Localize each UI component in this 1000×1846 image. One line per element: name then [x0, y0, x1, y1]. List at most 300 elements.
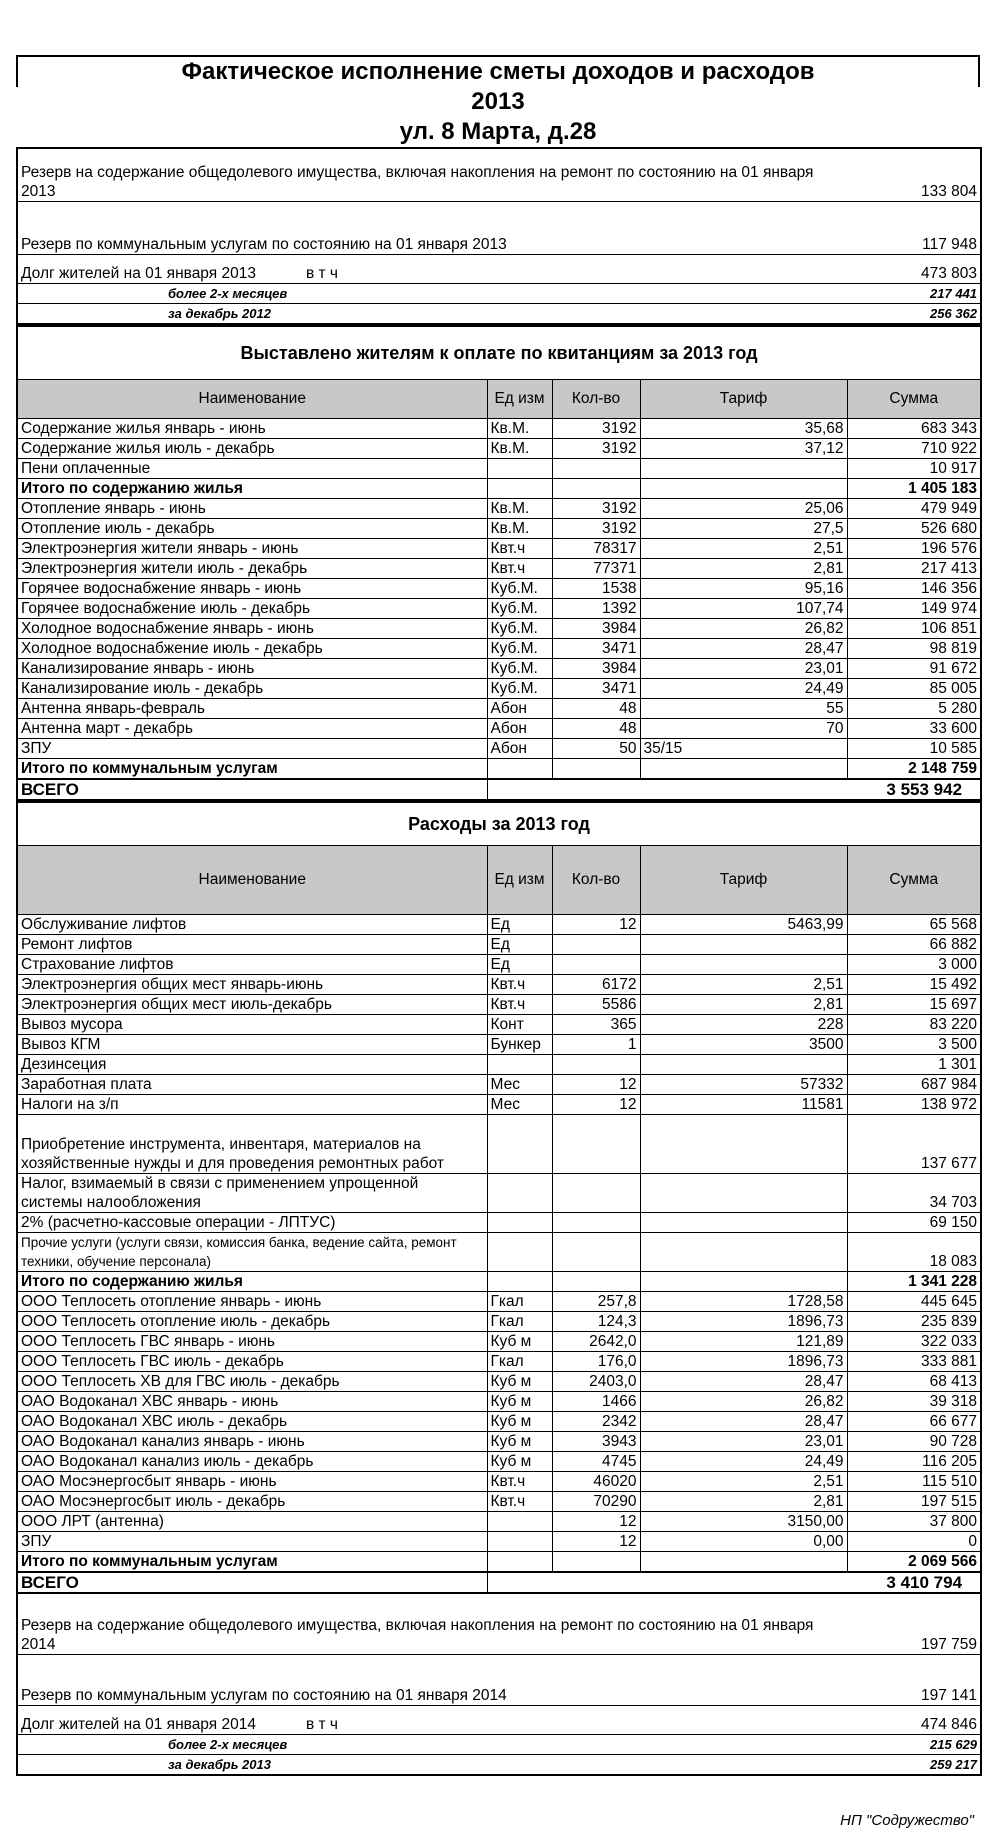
row-sum: 1 405 183	[847, 479, 981, 499]
row-sum: 526 680	[847, 519, 981, 539]
row-tariff: 107,74	[640, 599, 847, 619]
row-sum: 2 069 566	[847, 1552, 981, 1573]
table-row	[17, 1075, 981, 1095]
row-sum: 445 645	[847, 1292, 981, 1312]
row-name: ЗПУ	[17, 1532, 487, 1552]
row-name: Канализирование июль - декабрь	[17, 679, 487, 699]
row-unit	[487, 1532, 552, 1552]
table-row	[17, 439, 981, 459]
table-row	[17, 935, 981, 955]
row-name: Электроэнергия жители январь - июнь	[17, 539, 487, 559]
row-sum: 66 882	[847, 935, 981, 955]
table-row	[17, 1213, 981, 1233]
row-tariff: 35,68	[640, 419, 847, 439]
row-sum: 18 083	[847, 1233, 981, 1272]
row-unit: Квт.ч	[487, 975, 552, 995]
table-row	[17, 1452, 981, 1472]
row-name: Налоги на з/п	[17, 1095, 487, 1115]
row-unit: Куб.М.	[487, 659, 552, 679]
row-name: Прочие услуги (услуги связи, комиссия банка, ведение сайта, ремонт техники, обучение персонала)	[17, 1233, 487, 1272]
row-unit: Абон	[487, 739, 552, 759]
row-sum: 683 343	[847, 419, 981, 439]
opening-reserve-property-value: 133 804	[921, 183, 978, 200]
row-tariff: 27,5	[640, 519, 847, 539]
row-tariff: 1896,73	[640, 1352, 847, 1372]
opening-debt-dec-value: 256 362	[930, 306, 978, 321]
table-row	[17, 1095, 981, 1115]
row-name: Вывоз мусора	[17, 1015, 487, 1035]
opening-reserve-utilities-label: Резерв по коммунальным услугам по состоянию на 01 января 2013	[21, 236, 507, 253]
table-row	[17, 639, 981, 659]
expenses-header-tariff: Тариф	[640, 846, 847, 915]
report-title: Фактическое исполнение сметы доходов и расходов	[181, 58, 815, 85]
row-unit: Кв.М.	[487, 499, 552, 519]
opening-debt-dec-label: за декабрь 2012	[168, 306, 271, 321]
row-name: ОАО Водоканал канализ январь - июнь	[17, 1432, 487, 1452]
table-row	[17, 519, 981, 539]
row-tariff	[640, 1055, 847, 1075]
row-unit	[487, 479, 552, 499]
row-qty: 3192	[552, 519, 640, 539]
row-sum: 333 881	[847, 1352, 981, 1372]
row-name: ОАО Водоканал ХВС январь - июнь	[17, 1392, 487, 1412]
row-tariff: 5463,99	[640, 915, 847, 935]
table-row	[17, 1035, 981, 1055]
table-row	[17, 1055, 981, 1075]
table-row	[17, 995, 981, 1015]
row-sum: 116 205	[847, 1452, 981, 1472]
row-unit	[487, 1552, 552, 1573]
expenses-section-title: Расходы за 2013 год	[408, 814, 590, 834]
income-header-qty: Кол-во	[552, 380, 640, 419]
row-name: Итого по коммунальным услугам	[17, 1552, 487, 1573]
row-tariff: 228	[640, 1015, 847, 1035]
row-qty: 6172	[552, 975, 640, 995]
row-qty: 1538	[552, 579, 640, 599]
row-qty: 5586	[552, 995, 640, 1015]
row-sum: 15 697	[847, 995, 981, 1015]
expenses-total-label: ВСЕГО	[17, 1572, 487, 1593]
row-tariff: 95,16	[640, 579, 847, 599]
table-row	[17, 915, 981, 935]
row-unit	[487, 759, 552, 780]
row-qty: 365	[552, 1015, 640, 1035]
row-qty: 124,3	[552, 1312, 640, 1332]
row-tariff	[640, 1213, 847, 1233]
row-unit: Квт.ч	[487, 1472, 552, 1492]
row-qty: 3471	[552, 679, 640, 699]
opening-reserve-property-label: Резерв на содержание общедолевого имущества, включая накопления на ремонт по состоянию на 01 января 2013	[21, 164, 814, 200]
row-qty: 48	[552, 699, 640, 719]
row-unit: Кв.М.	[487, 419, 552, 439]
table-row	[17, 1412, 981, 1432]
row-sum: 90 728	[847, 1432, 981, 1452]
row-tariff: 37,12	[640, 439, 847, 459]
row-sum: 68 413	[847, 1372, 981, 1392]
row-name: Пени оплаченные	[17, 459, 487, 479]
row-sum: 66 677	[847, 1412, 981, 1432]
table-row	[17, 1372, 981, 1392]
row-qty: 1466	[552, 1392, 640, 1412]
opening-reserve-utilities-value: 117 948	[922, 236, 978, 253]
row-qty: 12	[552, 1075, 640, 1095]
row-unit	[487, 1115, 552, 1174]
expenses-header-unit: Ед изм	[487, 846, 552, 915]
row-qty: 2342	[552, 1412, 640, 1432]
table-row	[17, 975, 981, 995]
row-name: Обслуживание лифтов	[17, 915, 487, 935]
row-tariff: 57332	[640, 1075, 847, 1095]
row-unit: Куб м	[487, 1452, 552, 1472]
row-tariff	[640, 955, 847, 975]
row-qty	[552, 1272, 640, 1292]
row-tariff: 25,06	[640, 499, 847, 519]
row-name: ОАО Мосэнергосбыт июль - декабрь	[17, 1492, 487, 1512]
row-tariff: 35/15	[640, 739, 847, 759]
table-row	[17, 1432, 981, 1452]
closing-debt-dec-label: за декабрь 2013	[168, 1757, 271, 1772]
row-tariff: 0,00	[640, 1532, 847, 1552]
expenses-header-row	[17, 846, 981, 915]
row-unit: Ед	[487, 915, 552, 935]
row-qty: 3984	[552, 619, 640, 639]
row-tariff	[640, 459, 847, 479]
table-row	[17, 1532, 981, 1552]
row-qty: 12	[552, 915, 640, 935]
row-qty	[552, 1552, 640, 1573]
row-unit: Абон	[487, 719, 552, 739]
income-total-label: ВСЕГО	[17, 779, 487, 800]
row-unit: Куб.М.	[487, 619, 552, 639]
row-unit: Квт.ч	[487, 995, 552, 1015]
table-row	[17, 1392, 981, 1412]
report-sheet	[16, 55, 980, 1776]
row-tariff: 11581	[640, 1095, 847, 1115]
table-row	[17, 759, 981, 780]
row-tariff: 3500	[640, 1035, 847, 1055]
report-address: ул. 8 Марта, д.28	[399, 118, 597, 145]
row-sum: 196 576	[847, 539, 981, 559]
row-qty	[552, 1115, 640, 1174]
report-year: 2013	[471, 88, 525, 115]
income-section-title: Выставлено жителям к оплате по квитанциям за 2013 год	[240, 343, 758, 363]
row-name: ОАО Мосэнергосбыт январь - июнь	[17, 1472, 487, 1492]
row-tariff: 24,49	[640, 679, 847, 699]
row-sum: 37 800	[847, 1512, 981, 1532]
row-name: Налог, взимаемый в связи с применением упрощенной системы налообложения	[17, 1174, 487, 1213]
row-qty	[552, 1174, 640, 1213]
row-sum: 1 301	[847, 1055, 981, 1075]
row-name: ОАО Водоканал канализ июль - декабрь	[17, 1452, 487, 1472]
row-sum: 85 005	[847, 679, 981, 699]
opening-debt-value: 473 803	[921, 265, 978, 282]
row-qty: 2642,0	[552, 1332, 640, 1352]
row-unit: Квт.ч	[487, 1492, 552, 1512]
row-qty: 12	[552, 1095, 640, 1115]
row-qty: 176,0	[552, 1352, 640, 1372]
row-qty: 3943	[552, 1432, 640, 1452]
row-sum: 146 356	[847, 579, 981, 599]
row-tariff: 23,01	[640, 1432, 847, 1452]
row-qty: 50	[552, 739, 640, 759]
row-sum: 322 033	[847, 1332, 981, 1352]
row-unit: Куб.М.	[487, 579, 552, 599]
table-row	[17, 459, 981, 479]
closing-reserve-utilities-label: Резерв по коммунальным услугам по состоянию на 01 января 2014	[21, 1687, 507, 1704]
row-tariff: 121,89	[640, 1332, 847, 1352]
opening-debt-label: Долг жителей на 01 января 2013 в т ч	[21, 265, 338, 282]
row-sum: 91 672	[847, 659, 981, 679]
row-unit: Кв.М.	[487, 439, 552, 459]
row-name: Электроэнергия общих мест июль-декабрь	[17, 995, 487, 1015]
row-qty: 78317	[552, 539, 640, 559]
table-row	[17, 1312, 981, 1332]
table-row	[17, 559, 981, 579]
row-name: Страхование лифтов	[17, 955, 487, 975]
row-unit	[487, 1512, 552, 1532]
row-tariff: 26,82	[640, 619, 847, 639]
row-tariff: 3150,00	[640, 1512, 847, 1532]
row-sum: 0	[847, 1532, 981, 1552]
row-unit: Куб м	[487, 1432, 552, 1452]
table-row	[17, 739, 981, 759]
table-row	[17, 599, 981, 619]
row-tariff: 24,49	[640, 1452, 847, 1472]
row-name: Канализирование январь - июнь	[17, 659, 487, 679]
row-sum: 65 568	[847, 915, 981, 935]
table-row	[17, 1472, 981, 1492]
row-name: ОАО Водоканал ХВС июль - декабрь	[17, 1412, 487, 1432]
row-tariff	[640, 759, 847, 780]
row-tariff: 2,51	[640, 1472, 847, 1492]
closing-debt-label: Долг жителей на 01 января 2014 в т ч	[21, 1716, 338, 1733]
row-sum: 10 917	[847, 459, 981, 479]
closing-reserve-utilities-value: 197 141	[921, 1687, 978, 1704]
row-name: ООО Теплосеть ХВ для ГВС июль - декабрь	[17, 1372, 487, 1392]
row-name: ООО Теплосеть ГВС январь - июнь	[17, 1332, 487, 1352]
table-row	[17, 1552, 981, 1573]
table-row	[17, 1492, 981, 1512]
row-unit: Куб.М.	[487, 679, 552, 699]
row-unit	[487, 1233, 552, 1272]
opening-debt-over2-value: 217 441	[930, 286, 978, 301]
row-sum: 217 413	[847, 559, 981, 579]
row-unit: Куб м	[487, 1412, 552, 1432]
row-sum: 479 949	[847, 499, 981, 519]
row-tariff: 1728,58	[640, 1292, 847, 1312]
row-name: Приобретение инструмента, инвентаря, материалов на хозяйственные нужды и для проведения ремонтных работ	[17, 1115, 487, 1174]
row-name: Содержание жилья июль - декабрь	[17, 439, 487, 459]
row-qty	[552, 935, 640, 955]
row-sum: 115 510	[847, 1472, 981, 1492]
row-tariff: 1896,73	[640, 1312, 847, 1332]
row-unit: Гкал	[487, 1312, 552, 1332]
row-qty: 3192	[552, 499, 640, 519]
row-qty: 77371	[552, 559, 640, 579]
row-name: Антенна январь-февраль	[17, 699, 487, 719]
row-tariff: 28,47	[640, 639, 847, 659]
table-row	[17, 1512, 981, 1532]
row-unit: Ед	[487, 935, 552, 955]
row-unit: Квт.ч	[487, 559, 552, 579]
row-name: Вывоз КГМ	[17, 1035, 487, 1055]
row-sum: 34 703	[847, 1174, 981, 1213]
row-sum: 39 318	[847, 1392, 981, 1412]
income-header-unit: Ед изм	[487, 380, 552, 419]
expenses-table	[16, 801, 982, 1594]
closing-balances	[16, 1594, 982, 1776]
row-unit: Куб м	[487, 1392, 552, 1412]
row-sum: 710 922	[847, 439, 981, 459]
row-tariff: 2,81	[640, 995, 847, 1015]
row-qty: 257,8	[552, 1292, 640, 1312]
row-name: Заработная плата	[17, 1075, 487, 1095]
row-name: Отопление январь - июнь	[17, 499, 487, 519]
row-sum: 33 600	[847, 719, 981, 739]
table-row	[17, 1015, 981, 1035]
row-sum: 98 819	[847, 639, 981, 659]
row-sum: 10 585	[847, 739, 981, 759]
row-name: Дезинсеция	[17, 1055, 487, 1075]
table-row	[17, 539, 981, 559]
row-sum: 5 280	[847, 699, 981, 719]
row-qty: 1392	[552, 599, 640, 619]
expenses-total-value: 3 410 794	[487, 1572, 981, 1593]
row-unit	[487, 1272, 552, 1292]
row-name: ООО ЛРТ (антенна)	[17, 1512, 487, 1532]
row-tariff: 70	[640, 719, 847, 739]
row-qty: 46020	[552, 1472, 640, 1492]
row-unit: Ед	[487, 955, 552, 975]
row-qty: 12	[552, 1512, 640, 1532]
row-qty: 70290	[552, 1492, 640, 1512]
closing-debt-over2-value: 215 629	[930, 1737, 978, 1752]
table-row	[17, 719, 981, 739]
row-name: Итого по коммунальным услугам	[17, 759, 487, 780]
row-tariff	[640, 479, 847, 499]
row-unit: Мес	[487, 1095, 552, 1115]
row-sum: 3 000	[847, 955, 981, 975]
row-unit: Гкал	[487, 1352, 552, 1372]
income-total-row	[17, 779, 981, 800]
row-qty: 12	[552, 1532, 640, 1552]
row-unit: Бункер	[487, 1035, 552, 1055]
row-sum: 3 500	[847, 1035, 981, 1055]
row-name: ООО Теплосеть ГВС июль - декабрь	[17, 1352, 487, 1372]
row-tariff	[640, 1233, 847, 1272]
row-unit	[487, 1213, 552, 1233]
row-name: 2% (расчетно-кассовые операции - ЛПТУС)	[17, 1213, 487, 1233]
row-tariff	[640, 1174, 847, 1213]
row-qty: 1	[552, 1035, 640, 1055]
row-tariff: 26,82	[640, 1392, 847, 1412]
row-unit: Гкал	[487, 1292, 552, 1312]
income-header-row	[17, 380, 981, 419]
row-name: Ремонт лифтов	[17, 935, 487, 955]
row-name: Горячее водоснабжение январь - июнь	[17, 579, 487, 599]
title-frame	[16, 55, 980, 87]
row-sum: 197 515	[847, 1492, 981, 1512]
row-name: Итого по содержанию жилья	[17, 1272, 487, 1292]
income-header-sum: Сумма	[847, 380, 981, 419]
table-row	[17, 479, 981, 499]
table-row	[17, 1174, 981, 1213]
row-unit: Кв.М.	[487, 519, 552, 539]
row-tariff: 28,47	[640, 1412, 847, 1432]
expenses-header-name: Наименование	[17, 846, 487, 915]
opening-balances	[16, 147, 982, 325]
row-qty	[552, 1233, 640, 1272]
row-sum: 137 677	[847, 1115, 981, 1174]
table-row	[17, 955, 981, 975]
expenses-total-row	[17, 1572, 981, 1593]
row-sum: 69 150	[847, 1213, 981, 1233]
table-row	[17, 659, 981, 679]
row-qty: 3471	[552, 639, 640, 659]
row-unit	[487, 1055, 552, 1075]
row-name: Холодное водоснабжение июль - декабрь	[17, 639, 487, 659]
row-qty	[552, 759, 640, 780]
income-header-tariff: Тариф	[640, 380, 847, 419]
table-row	[17, 1233, 981, 1272]
table-row	[17, 419, 981, 439]
closing-debt-over2-label: более 2-х месяцев	[168, 1737, 288, 1752]
row-sum: 2 148 759	[847, 759, 981, 780]
row-unit: Куб.М.	[487, 639, 552, 659]
row-tariff: 28,47	[640, 1372, 847, 1392]
row-sum: 138 972	[847, 1095, 981, 1115]
row-tariff: 2,51	[640, 975, 847, 995]
row-name: Содержание жилья январь - июнь	[17, 419, 487, 439]
row-qty: 2403,0	[552, 1372, 640, 1392]
row-tariff: 2,81	[640, 1492, 847, 1512]
table-row	[17, 679, 981, 699]
row-tariff: 55	[640, 699, 847, 719]
income-total-value: 3 553 942	[487, 779, 981, 800]
row-name: Горячее водоснабжение июль - декабрь	[17, 599, 487, 619]
closing-reserve-property-value: 197 759	[921, 1636, 978, 1653]
row-tariff	[640, 1552, 847, 1573]
table-row	[17, 1115, 981, 1174]
row-tariff	[640, 1272, 847, 1292]
row-sum: 235 839	[847, 1312, 981, 1332]
row-unit: Конт	[487, 1015, 552, 1035]
expenses-header-sum: Сумма	[847, 846, 981, 915]
table-row	[17, 619, 981, 639]
row-sum: 106 851	[847, 619, 981, 639]
row-name: ЗПУ	[17, 739, 487, 759]
row-name: Электроэнергия общих мест январь-июнь	[17, 975, 487, 995]
row-sum: 687 984	[847, 1075, 981, 1095]
row-unit: Куб.М.	[487, 599, 552, 619]
closing-debt-value: 474 846	[921, 1716, 978, 1733]
income-table	[16, 325, 982, 801]
income-header-name: Наименование	[17, 380, 487, 419]
row-unit	[487, 1174, 552, 1213]
closing-reserve-property-label: Резерв на содержание общедолевого имущества, включая накопления на ремонт по состоянию на 01 января 2014	[21, 1617, 814, 1653]
organization-signature: НП "Содружество"	[840, 1812, 974, 1829]
row-name: Итого по содержанию жилья	[17, 479, 487, 499]
row-unit: Абон	[487, 699, 552, 719]
row-qty	[552, 479, 640, 499]
table-row	[17, 579, 981, 599]
table-row	[17, 699, 981, 719]
row-unit: Квт.ч	[487, 539, 552, 559]
table-row	[17, 1272, 981, 1292]
row-tariff	[640, 1115, 847, 1174]
row-tariff: 2,51	[640, 539, 847, 559]
row-qty: 3192	[552, 439, 640, 459]
